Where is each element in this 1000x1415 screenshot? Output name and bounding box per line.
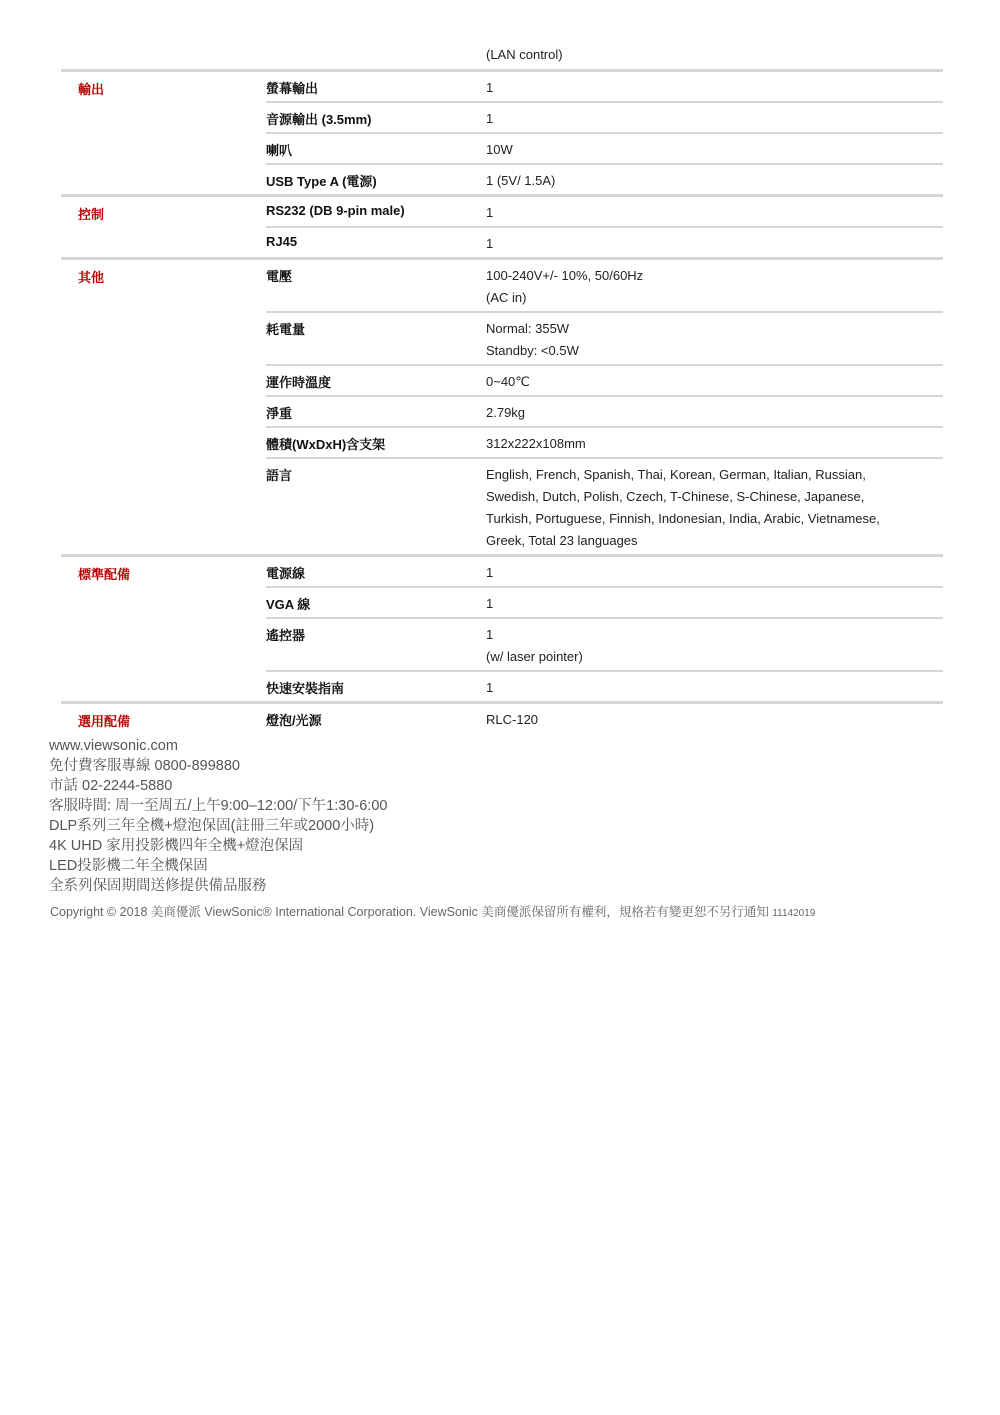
spec-category: 選用配備 — [78, 714, 131, 729]
spec-value-line: 1 — [486, 565, 494, 580]
spec-value-line: 1 — [486, 205, 494, 220]
spec-value-line: RLC-120 — [486, 712, 539, 727]
spec-label: USB Type A (電源) — [266, 174, 377, 189]
spec-value — [486, 672, 943, 701]
spec-value-line: (w/ laser pointer) — [486, 649, 583, 664]
spec-value — [486, 557, 943, 586]
spec-label: 耗電量 — [266, 322, 306, 337]
spec-value-line: 1 — [486, 80, 494, 95]
spec-value — [486, 313, 943, 364]
spec-label: 遙控器 — [266, 628, 306, 643]
footer-line: 4K UHD 家用投影機四年全機+燈泡保固 — [49, 838, 304, 854]
spec-label: 語言 — [266, 468, 293, 483]
spec-value-line: Normal: 355W — [486, 321, 570, 336]
spec-value-line: 1 (5V/ 1.5A) — [486, 173, 556, 188]
spec-group — [61, 701, 943, 733]
spec-label: 體積(WxDxH)含支架 — [266, 437, 386, 452]
spec-category: 控制 — [78, 207, 105, 222]
spec-value — [486, 459, 943, 554]
spec-value — [486, 72, 943, 101]
spec-value — [486, 428, 943, 457]
spec-row — [266, 704, 943, 733]
spec-label: VGA 線 — [266, 597, 311, 612]
spec-label: 運作時溫度 — [266, 375, 332, 390]
footer-contact — [49, 736, 949, 896]
footer-line: 市話 02-2244-5880 — [49, 778, 173, 794]
spec-row — [266, 586, 943, 617]
spec-value — [486, 197, 943, 226]
spec-row — [266, 226, 943, 257]
spec-row — [266, 617, 943, 670]
spec-label: 電源線 — [266, 566, 306, 581]
document-code: 11142019 — [772, 908, 816, 919]
spec-label: 燈泡/光源 — [266, 713, 322, 728]
spec-value — [486, 134, 943, 163]
footer-line: 免付費客服專線 0800-899880 — [49, 758, 240, 774]
spec-row — [266, 132, 943, 163]
spec-category: 輸出 — [78, 82, 105, 97]
spec-label: RS232 (DB 9-pin male) — [266, 203, 405, 218]
spec-value-line: 1 — [486, 627, 494, 642]
spec-value — [486, 103, 943, 132]
spec-row — [266, 72, 943, 101]
spec-value-line: 2.79kg — [486, 405, 526, 420]
spec-value — [486, 704, 943, 733]
spec-label: 喇叭 — [266, 143, 293, 158]
spec-category — [61, 44, 266, 69]
spec-row — [266, 395, 943, 426]
website-link[interactable]: www.viewsonic.com — [49, 738, 178, 754]
spec-value-line: 1 — [486, 596, 494, 611]
spec-value-line: 1 — [486, 111, 494, 126]
spec-row — [266, 457, 943, 554]
spec-value — [486, 260, 943, 311]
spec-row — [266, 670, 943, 701]
spec-value-line: Turkish, Portuguese, Finnish, Indonesian, India, Arabic, Vietnamese, — [486, 511, 880, 526]
spec-label: 電壓 — [266, 269, 293, 284]
spec-row — [266, 197, 943, 226]
spec-row — [266, 557, 943, 586]
spec-value-line: 10W — [486, 142, 513, 157]
spec-value-line: Greek, Total 23 languages — [486, 533, 638, 548]
spec-row — [266, 44, 943, 69]
spec-value — [486, 366, 943, 395]
spec-row — [266, 163, 943, 194]
spec-row — [266, 311, 943, 364]
spec-row — [266, 260, 943, 311]
spec-row — [266, 426, 943, 457]
copyright-line — [50, 902, 815, 920]
spec-value-line: Standby: <0.5W — [486, 343, 579, 358]
spec-row — [266, 101, 943, 132]
spec-value — [486, 44, 943, 69]
spec-table — [61, 44, 943, 733]
spec-value — [486, 397, 943, 426]
copyright-text: Copyright © 2018 美商優派 ViewSonic® International Corporation. ViewSonic 美商優派保留所有權利，規格若有變更恕不另行通知 — [50, 905, 769, 919]
spec-value-line: 100-240V+/- 10%, 50/60Hz — [486, 268, 644, 283]
spec-group — [61, 257, 943, 554]
spec-value-line: Swedish, Dutch, Polish, Czech, T-Chinese, S-Chinese, Japanese, — [486, 489, 865, 504]
spec-group — [61, 69, 943, 194]
spec-value-line: 0~40℃ — [486, 374, 530, 389]
spec-label: 快速安裝指南 — [266, 681, 345, 696]
spec-value — [486, 588, 943, 617]
spec-label: 螢幕輸出 — [266, 81, 319, 96]
spec-value-line: English, French, Spanish, Thai, Korean, German, Italian, Russian, — [486, 467, 866, 482]
footer-line: LED投影機二年全機保固 — [49, 858, 208, 874]
spec-row — [266, 364, 943, 395]
footer-line: 客服時間: 周一至周五/上午9:00–12:00/下午1:30-6:00 — [49, 798, 388, 814]
spec-value — [486, 619, 943, 670]
spec-label — [266, 44, 486, 69]
spec-value-line: (LAN control) — [486, 47, 563, 62]
spec-category: 標準配備 — [78, 567, 131, 582]
spec-value-line: 1 — [486, 680, 494, 695]
spec-value-line: 312x222x108mm — [486, 436, 586, 451]
spec-value-line: (AC in) — [486, 290, 527, 305]
spec-label: 淨重 — [266, 406, 293, 421]
spec-label: 音源輸出 (3.5mm) — [266, 112, 372, 127]
spec-group — [61, 44, 943, 69]
footer-line: 全系列保固期間送修提供備品服務 — [49, 878, 267, 894]
spec-value-line: 1 — [486, 236, 494, 251]
footer-line: DLP系列三年全機+燈泡保固(註冊三年或2000小時) — [49, 818, 375, 834]
spec-label: RJ45 — [266, 234, 298, 249]
spec-value — [486, 165, 943, 194]
spec-value — [486, 228, 943, 257]
spec-category: 其他 — [78, 270, 105, 285]
spec-group — [61, 554, 943, 701]
spec-group — [61, 194, 943, 257]
